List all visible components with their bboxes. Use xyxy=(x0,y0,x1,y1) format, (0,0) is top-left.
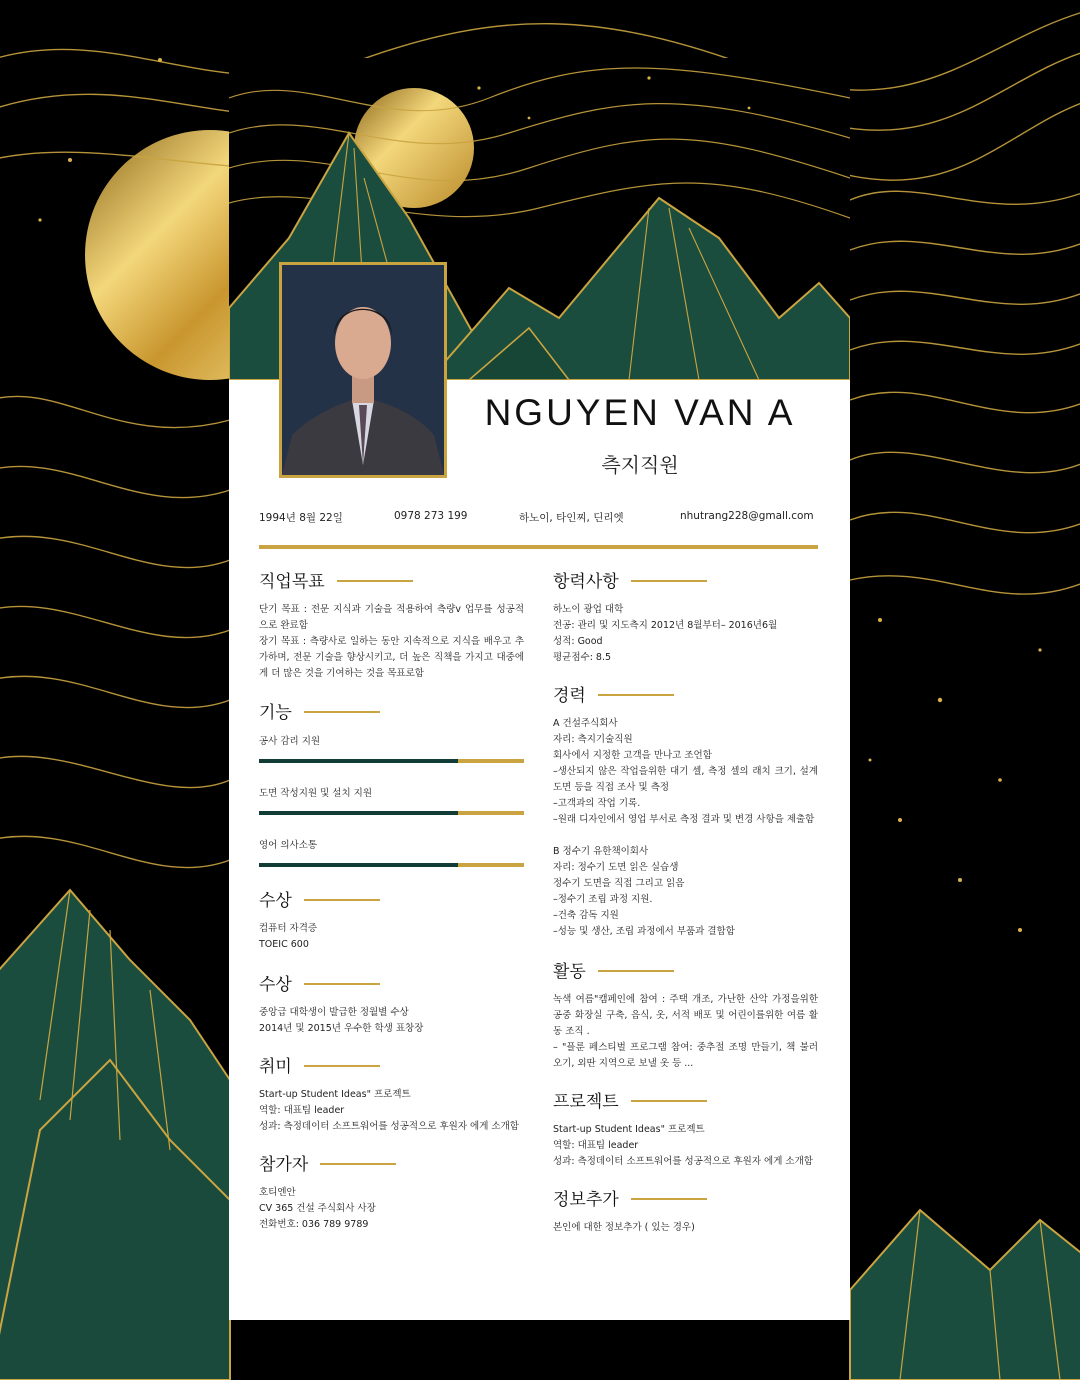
section-hobbies xyxy=(259,1051,524,1135)
skill-item xyxy=(259,837,524,867)
title-underline xyxy=(304,983,380,985)
section-education xyxy=(553,566,818,666)
experience-line: B 정수기 유한책이회사 xyxy=(553,846,649,857)
reference-line: 호티엔안 xyxy=(259,1187,296,1198)
skill-bar xyxy=(259,863,524,867)
project-line: 역할: 대표팀 leader xyxy=(553,1140,639,1151)
objective-line: 장기 목표 : 측량사로 일하는 동안 지속적으로 지식을 배우고 추가하며, 전문 기술을 향상시키고, 더 높은 직책을 가지고 대중에게 더 많은 것을 기여하는 것을 목표로함 xyxy=(259,636,524,679)
hobby-line: 성과: 측정데이터 소프트워어를 성공적으로 후원자 에게 소개함 xyxy=(259,1121,519,1132)
section-title: 수상 xyxy=(259,974,292,995)
section-awards xyxy=(259,969,524,1037)
project-line: Start-up Student Ideas" 프로젝트 xyxy=(553,1124,705,1135)
education-line: 평균점수: 8.5 xyxy=(553,652,612,663)
skill-bar-fill xyxy=(259,811,458,815)
left-column xyxy=(259,566,524,1233)
skill-label: 도면 작성지원 및 설치 지원 xyxy=(259,788,373,799)
section-title: 직업목표 xyxy=(259,571,325,592)
education-line: 하노이 광업 대학 xyxy=(553,604,624,615)
section-activities xyxy=(553,956,818,1072)
award-line: 중앙급 대학생이 발급한 정월별 수상 xyxy=(259,1007,409,1018)
experience-line: –생산되지 않은 작업을위한 대기 셀, 측정 셀의 래치 크기, 설계 도면 등을 직접 조사 및 측정 xyxy=(553,766,818,793)
job-title: 측지직원 xyxy=(601,453,679,477)
section-experience xyxy=(553,680,818,940)
experience-line: 자리: 측지기술직원 xyxy=(553,734,633,745)
activity-line: 녹색 여름"캠페인에 참여 : 주택 개조, 가난한 산악 가정을위한 공중 화장실 구축, 음식, 옷, 서적 배포 및 어린이를위한 여름 활동 조직 . xyxy=(553,994,818,1037)
skill-bar xyxy=(259,811,524,815)
section-title: 기능 xyxy=(259,702,292,723)
email-address: nhutrang228@gmall.com xyxy=(680,510,814,522)
experience-line: –정수기 조립 과정 지원. xyxy=(553,894,653,905)
section-objective xyxy=(259,566,524,682)
title-underline xyxy=(598,970,674,972)
experience-line: –성능 및 생산, 조립 과정에서 부품과 결합함 xyxy=(553,926,735,937)
experience-line: 회사에서 지정한 고객을 만나고 조언함 xyxy=(553,750,712,761)
section-title: 활동 xyxy=(553,961,586,982)
certificate-line: TOEIC 600 xyxy=(259,939,309,950)
header-divider xyxy=(259,545,818,549)
title-underline xyxy=(337,580,413,582)
section-title: 정보추가 xyxy=(553,1189,619,1210)
right-column xyxy=(553,566,818,1236)
title-underline xyxy=(598,694,674,696)
section-certificates xyxy=(259,885,524,953)
award-line: 2014년 및 2015년 우수한 학생 표창장 xyxy=(259,1023,424,1034)
objective-line: 단기 목표 : 전문 지식과 기술을 적용하여 측량v 업무를 성공적으로 완료함 xyxy=(259,604,524,631)
activity-line: – "플룬 페스티벌 프로그램 참여: 중추절 조명 만들기, 책 불러 오기, 외딴 지역으로 보낼 옷 등 ... xyxy=(553,1042,818,1069)
profile-photo xyxy=(279,262,447,478)
skill-label: 공사 감리 지원 xyxy=(259,736,321,747)
title-underline xyxy=(631,1198,707,1200)
experience-line: A 건설주식회사 xyxy=(553,718,618,729)
project-line: 성과: 측정데이터 소프트워어를 성공적으로 후원자 에게 소개함 xyxy=(553,1156,813,1167)
experience-line: –원래 디자인에서 영업 부서로 측정 결과 및 변경 사항을 제출함 xyxy=(553,814,815,825)
reference-line: 전화번호: 036 789 9789 xyxy=(259,1219,369,1230)
skill-bar xyxy=(259,759,524,763)
hobby-line: Start-up Student Ideas" 프로젝트 xyxy=(259,1089,411,1100)
reference-line: CV 365 건설 주식회사 사장 xyxy=(259,1203,376,1214)
section-title: 프로젝트 xyxy=(553,1091,619,1112)
title-underline xyxy=(631,1100,707,1102)
section-title: 경력 xyxy=(553,685,586,706)
experience-line: 정수기 도면을 직접 그리고 읽음 xyxy=(553,878,685,889)
education-line: 전공: 관리 및 지도측지 2012년 8월부터– 2016년6월 xyxy=(553,620,778,631)
phone-number: 0978 273 199 xyxy=(394,510,468,522)
section-skills xyxy=(259,697,524,867)
title-underline xyxy=(320,1163,396,1165)
title-underline xyxy=(304,899,380,901)
certificate-line: 컴퓨터 자격증 xyxy=(259,923,318,934)
section-references xyxy=(259,1149,524,1233)
hobby-line: 역할: 대표팀 leader xyxy=(259,1105,345,1116)
experience-line: –건축 감독 지원 xyxy=(553,910,619,921)
section-title: 취미 xyxy=(259,1056,292,1077)
address: 하노이, 타인찌, 딘리엣 xyxy=(519,512,624,524)
section-title: 항력사항 xyxy=(553,571,619,592)
experience-line: –고객과의 작업 기록. xyxy=(553,798,641,809)
title-underline xyxy=(304,1065,380,1067)
birth-date: 1994년 8월 22일 xyxy=(259,512,343,524)
section-title: 참가자 xyxy=(259,1154,309,1175)
additional-line: 본인에 대한 정보추가 ( 있는 경우) xyxy=(553,1222,695,1233)
skill-bar-fill xyxy=(259,863,458,867)
title-underline xyxy=(631,580,707,582)
section-title: 수상 xyxy=(259,890,292,911)
education-line: 성적: Good xyxy=(553,636,603,647)
experience-line: 자리: 정수기 도면 읽은 실습생 xyxy=(553,862,679,873)
skill-item xyxy=(259,785,524,815)
skill-item xyxy=(259,733,524,763)
skill-bar-fill xyxy=(259,759,458,763)
skill-label: 영어 의사소통 xyxy=(259,840,318,851)
title-underline xyxy=(304,711,380,713)
candidate-name: NGUYEN VAN A xyxy=(484,392,796,433)
section-additional xyxy=(553,1184,818,1236)
section-projects xyxy=(553,1086,818,1170)
